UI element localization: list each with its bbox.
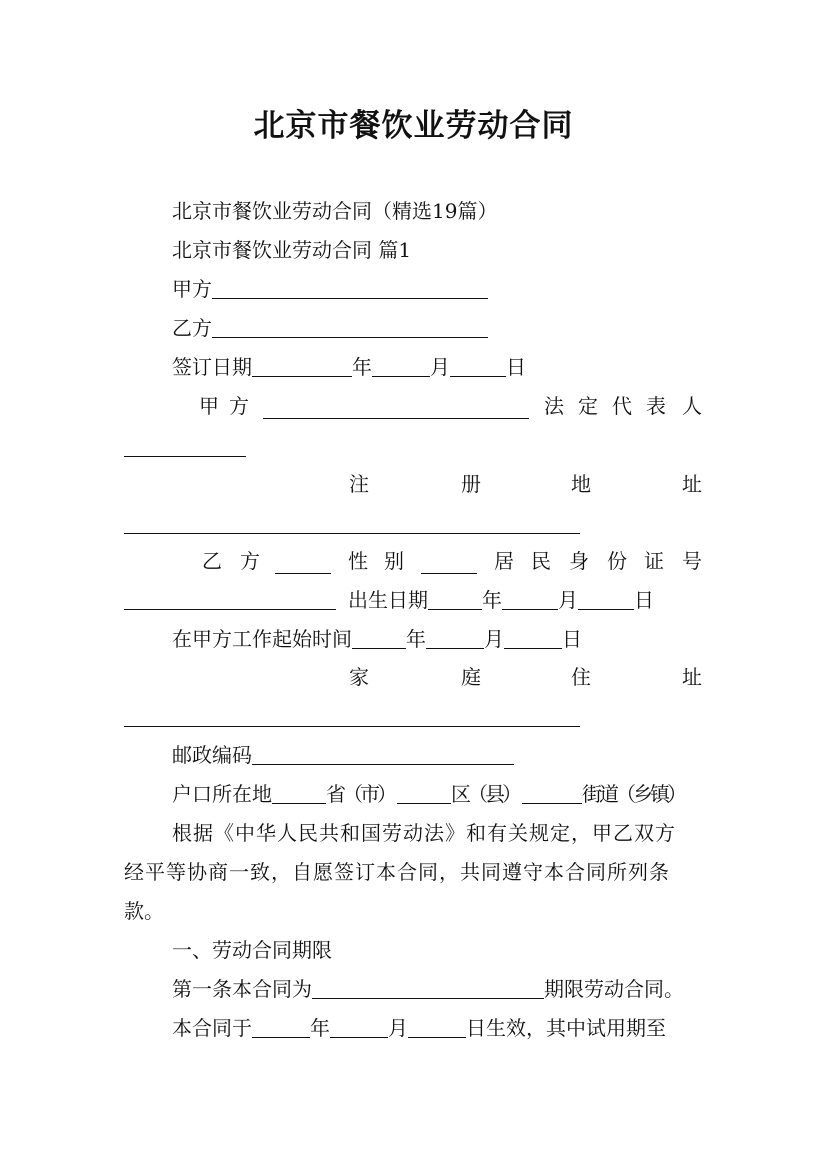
start-day-blank[interactable] bbox=[504, 628, 562, 649]
party-b-char: 别 bbox=[384, 549, 404, 573]
party-b-char: 证 bbox=[644, 549, 664, 573]
party-a-line bbox=[0, 274, 827, 304]
hukou-province-blank[interactable] bbox=[272, 783, 326, 804]
day-label: 日 bbox=[634, 588, 654, 612]
chapter-1-heading: 一、劳动合同期限 bbox=[172, 938, 332, 962]
month-label: 月 bbox=[484, 627, 504, 651]
hukou-district-label: 区（县） bbox=[451, 782, 519, 806]
basis-paragraph-line-1: 根据《中华人民共和国劳动法》和有关规定，甲乙双方 bbox=[172, 821, 676, 845]
legal-rep-char: 人 bbox=[682, 394, 702, 418]
legal-rep-char: 甲 bbox=[199, 394, 219, 418]
sign-year-blank[interactable] bbox=[252, 356, 352, 377]
gender-blank[interactable] bbox=[421, 553, 477, 574]
id-number-blank[interactable] bbox=[124, 589, 336, 610]
birth-month-blank[interactable] bbox=[502, 589, 558, 610]
year-label: 年 bbox=[352, 355, 372, 379]
legal-rep-char: 代 bbox=[612, 394, 632, 418]
reg-addr-blank[interactable] bbox=[124, 513, 580, 534]
postcode-label: 邮政编码 bbox=[172, 743, 252, 767]
party-b-label: 乙方 bbox=[172, 316, 212, 340]
party-b-char: 性 bbox=[348, 549, 368, 573]
effective-line bbox=[0, 1013, 827, 1043]
hukou-line bbox=[0, 779, 827, 809]
basis-paragraph-line-2: 经平等协商一致，自愿签订本合同，共同遵守本合同所列条 bbox=[124, 860, 670, 884]
article-1-suffix: 期限劳动合同。 bbox=[544, 977, 684, 1001]
party-b-char: 乙 bbox=[202, 549, 222, 573]
start-work-line bbox=[0, 624, 827, 654]
sign-date-label: 签订日期 bbox=[172, 355, 252, 379]
year-label: 年 bbox=[310, 1016, 330, 1040]
sign-date-line bbox=[0, 352, 827, 382]
effective-suffix: 日生效，其中试用期至 bbox=[466, 1016, 666, 1040]
home-addr-char: 庭 bbox=[461, 665, 481, 689]
day-label: 日 bbox=[562, 627, 582, 651]
hukou-province-label: 省（市） bbox=[326, 782, 394, 806]
home-addr-char: 址 bbox=[682, 665, 702, 689]
party-b-blank[interactable] bbox=[212, 317, 488, 338]
reg-addr-char: 注 bbox=[349, 472, 369, 496]
hukou-street-label: 街道（乡镇） bbox=[582, 782, 684, 806]
legal-rep-blank[interactable] bbox=[124, 436, 246, 457]
party-b-name-blank[interactable] bbox=[275, 553, 331, 574]
effective-day-blank[interactable] bbox=[408, 1017, 466, 1038]
subtitle: 北京市餐饮业劳动合同（精选19篇） bbox=[172, 199, 498, 223]
party-b-line bbox=[0, 313, 827, 343]
document-title: 北京市餐饮业劳动合同 bbox=[253, 108, 574, 144]
month-label: 月 bbox=[558, 588, 578, 612]
reg-addr-char: 址 bbox=[682, 472, 702, 496]
home-addr-blank[interactable] bbox=[124, 706, 580, 727]
reg-addr-char: 册 bbox=[461, 472, 481, 496]
day-label: 日 bbox=[506, 355, 526, 379]
party-a-label: 甲方 bbox=[172, 277, 212, 301]
start-work-label: 在甲方工作起始时间 bbox=[172, 627, 352, 651]
start-month-blank[interactable] bbox=[426, 628, 484, 649]
party-b-char: 份 bbox=[607, 549, 627, 573]
party-b-char: 身 bbox=[569, 549, 589, 573]
month-label: 月 bbox=[388, 1016, 408, 1040]
party-b-char: 居 bbox=[494, 549, 514, 573]
postcode-line bbox=[0, 740, 827, 770]
effective-label: 本合同于 bbox=[172, 1016, 252, 1040]
party-b-char: 民 bbox=[531, 549, 551, 573]
contract-term-blank[interactable] bbox=[312, 978, 544, 999]
party-b-char: 方 bbox=[240, 549, 260, 573]
effective-year-blank[interactable] bbox=[252, 1017, 310, 1038]
basis-paragraph-line-3: 款。 bbox=[124, 899, 164, 923]
sign-month-blank[interactable] bbox=[372, 356, 430, 377]
year-label: 年 bbox=[406, 627, 426, 651]
effective-month-blank[interactable] bbox=[330, 1017, 388, 1038]
legal-rep-char: 方 bbox=[229, 394, 249, 418]
home-addr-char: 住 bbox=[571, 665, 591, 689]
postcode-blank[interactable] bbox=[252, 744, 514, 765]
legal-rep-char: 法 bbox=[544, 394, 564, 418]
section-heading: 北京市餐饮业劳动合同 篇1 bbox=[172, 238, 412, 262]
year-label: 年 bbox=[482, 588, 502, 612]
hukou-label: 户口所在地 bbox=[172, 782, 272, 806]
id-birth-line bbox=[0, 585, 827, 615]
birth-date-label: 出生日期 bbox=[348, 588, 428, 612]
party-a-blank[interactable] bbox=[212, 278, 488, 299]
legal-rep-char: 定 bbox=[578, 394, 598, 418]
birth-day-blank[interactable] bbox=[578, 589, 634, 610]
home-addr-char: 家 bbox=[349, 665, 369, 689]
legal-rep-char: 表 bbox=[646, 394, 666, 418]
party-a-name-blank[interactable] bbox=[263, 398, 529, 419]
month-label: 月 bbox=[430, 355, 450, 379]
article-1-label: 第一条本合同为 bbox=[172, 977, 312, 1001]
hukou-street-blank[interactable] bbox=[522, 783, 582, 804]
start-year-blank[interactable] bbox=[352, 628, 406, 649]
sign-day-blank[interactable] bbox=[450, 356, 506, 377]
party-b-char: 号 bbox=[682, 549, 702, 573]
hukou-district-blank[interactable] bbox=[397, 783, 451, 804]
birth-year-blank[interactable] bbox=[428, 589, 482, 610]
reg-addr-char: 地 bbox=[571, 472, 591, 496]
article-1-line bbox=[0, 974, 827, 1004]
